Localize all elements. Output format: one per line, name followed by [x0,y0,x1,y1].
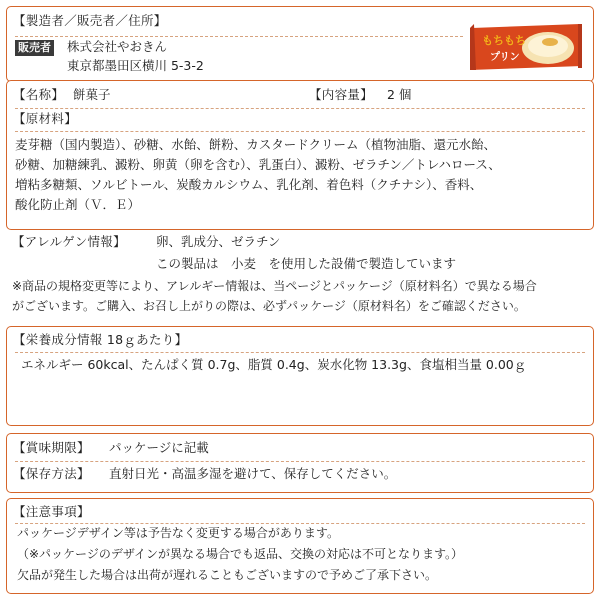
caution-box [6,498,594,594]
ingredients-line: 砂糖、加糖練乳、澱粉、卵黄（卵を含む）、乳蛋白）、澱粉、ゼラチン／トレハロース、 [15,157,501,172]
shelf-box [6,433,594,493]
caution-line: パッケージデザイン等は予告なく変更する場合があります。 [17,526,339,540]
expiry-heading: 【賞味期限】 [13,440,90,455]
caution-line: 欠品が発生した場合は出荷が遅れることもございますので予めご了承下さい。 [17,568,438,582]
notice-line: ※商品の規格変更等により、アレルギー情報は、当ページとパッケージ（原材料名）で異なる場合 [12,279,537,293]
package-label-top: もちもち [482,34,526,47]
caution-heading: 【注意事項】 [13,504,90,519]
allergy-facility: この製品は 小麦 を使用した設備で製造しています [156,256,457,271]
company-name: 株式会社やおきん [67,39,168,54]
product-package-image [468,22,584,72]
ingredients-line: 酸化防止剤（Ｖ．Ｅ） [15,197,141,212]
storage-value: 直射日光・高温多湿を避けて、保存してください。 [109,466,397,481]
maker-heading: 【製造者／販売者／住所】 [13,13,167,28]
caution-line: （※パッケージのデザインが異なる場合でも返品、交換の対応は不可となります。） [17,547,464,561]
seller-badge: 販売者 [15,40,54,56]
nutrition-values: エネルギー 60kcal、たんぱく質 0.7g、脂質 0.4g、炭水化物 13.3g、食塩相当量 0.00ｇ [21,357,527,372]
ingredients-box [6,80,594,230]
allergy-heading: 【アレルゲン情報】 [12,234,126,249]
ingredients-heading: 【原材料】 [13,111,78,126]
caution-list [17,523,463,586]
storage-heading: 【保存方法】 [13,466,90,481]
name-value: 餅菓子 [73,87,111,102]
expiry-value: パッケージに記載 [109,440,209,455]
name-heading: 【名称】 [13,87,65,102]
allergy-items: 卵、乳成分、ゼラチン [156,234,281,249]
shelf-divider [15,461,585,462]
nutrition-divider [15,352,585,353]
ingredients-line: 増粘多糖類、ソルビトール、炭酸カルシウム、乳化剤、着色料（クチナシ）、香料、 [15,177,483,192]
ingredients-line: 麦芽糖（国内製造）、砂糖、水飴、餅粉、カスタードクリーム（植物油脂、還元水飴、 [15,137,497,152]
name-divider [15,108,585,109]
company-address: 東京都墨田区横川 5-3-2 [67,58,204,73]
notice-line: がございます。ご購入、お召し上がりの際は、必ずパッケージ（原材料名）をご確認ください。 [12,299,526,313]
nutrition-heading: 【栄養成分情報 18ｇあたり】 [13,332,188,347]
allergy-notice [12,276,537,316]
package-label-bottom: プリン [490,52,520,63]
nutrition-box [6,326,594,426]
volume-heading: 【内容量】 [309,87,374,102]
volume-value: 2 個 [387,87,412,102]
ingredients-list [15,135,501,215]
ingredients-divider [15,131,585,132]
